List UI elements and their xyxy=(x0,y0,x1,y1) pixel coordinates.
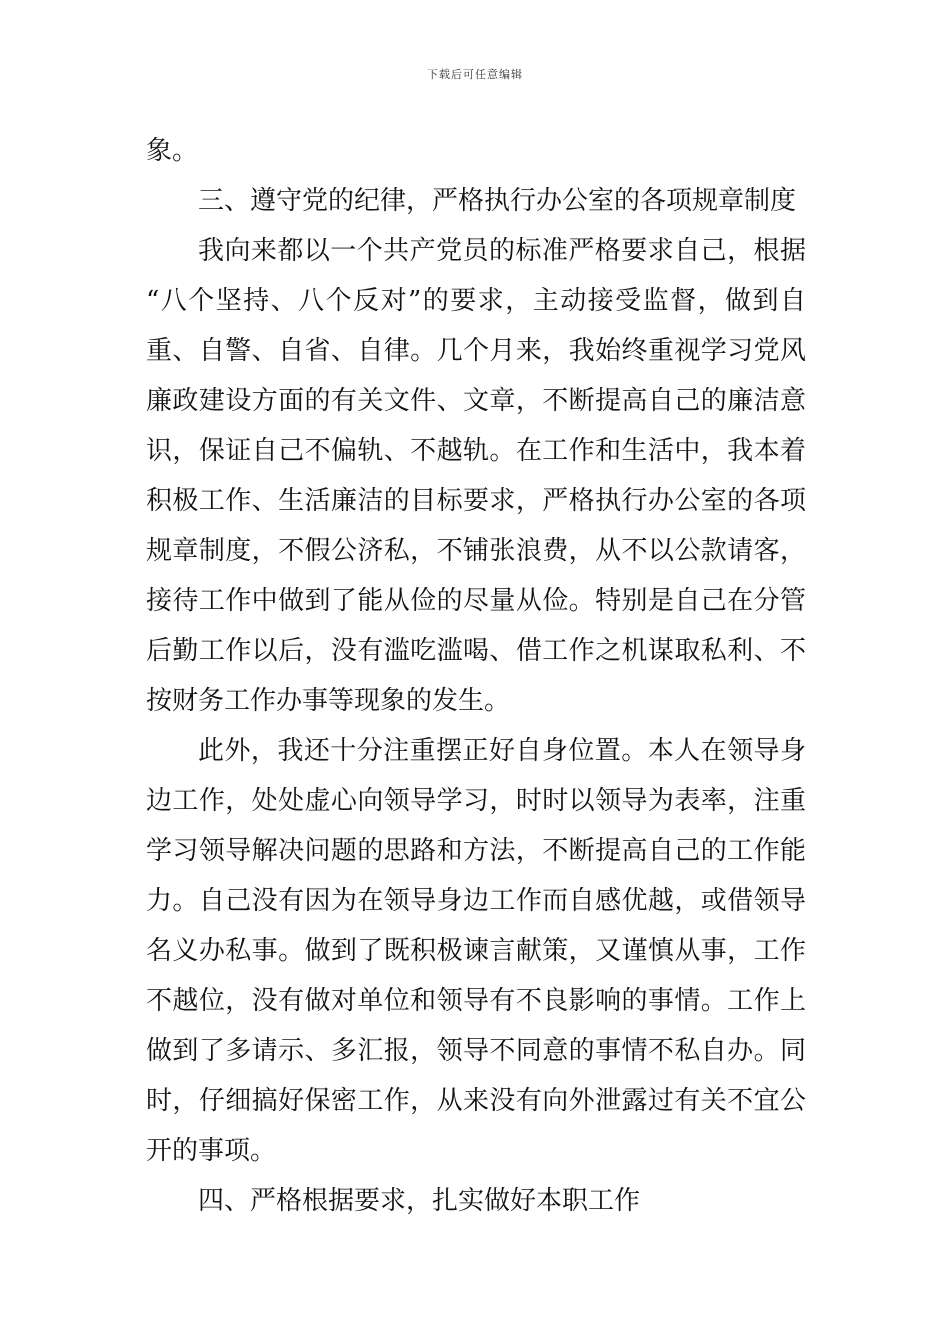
body-line: 学习领导解决问题的思路和方法，不断提高自己的工作能 xyxy=(146,836,806,866)
body-line: 后勤工作以后，没有滥吃滥喝、借工作之机谋取私利、不 xyxy=(146,636,806,666)
body-line: 此外，我还十分注重摆正好自身位置。本人在领导身 xyxy=(198,736,806,766)
body-line: “八个坚持、八个反对”的要求，主动接受监督，做到自 xyxy=(146,286,806,316)
body-line: 识，保证自己不偏轨、不越轨。在工作和生活中，我本着 xyxy=(146,436,806,466)
body-line: 象。 xyxy=(146,136,199,166)
body-line: 名义办私事。做到了既积极谏言献策，又谨慎从事，工作 xyxy=(146,936,806,966)
body-line: 重、自警、自省、自律。几个月来，我始终重视学习党风 xyxy=(146,336,806,366)
body-line: 规章制度，不假公济私，不铺张浪费，从不以公款请客， xyxy=(146,536,806,566)
body-line: 边工作，处处虚心向领导学习，时时以领导为表率，注重 xyxy=(146,786,806,816)
body-line: 时，仔细搞好保密工作，从来没有向外泄露过有关不宜公 xyxy=(146,1086,806,1116)
body-line: 我向来都以一个共产党员的标准严格要求自己，根据 xyxy=(198,236,806,266)
body-line: 不越位，没有做对单位和领导有不良影响的事情。工作上 xyxy=(146,986,806,1016)
body-line: 开的事项。 xyxy=(146,1136,277,1166)
body-line: 廉政建设方面的有关文件、文章，不断提高自己的廉洁意 xyxy=(146,386,806,416)
body-line: 积极工作、生活廉洁的目标要求，严格执行办公室的各项 xyxy=(146,486,806,516)
section-heading-3: 三、遵守党的纪律，严格执行办公室的各项规章制度 xyxy=(198,186,797,216)
section-heading-4: 四、严格根据要求，扎实做好本职工作 xyxy=(198,1186,641,1216)
page-header-note: 下载后可任意编辑 xyxy=(427,68,523,81)
body-line: 接待工作中做到了能从俭的尽量从俭。特别是自己在分管 xyxy=(146,586,806,616)
body-line: 力。自己没有因为在领导身边工作而自感优越，或借领导 xyxy=(146,886,806,916)
body-line: 做到了多请示、多汇报，领导不同意的事情不私自办。同 xyxy=(146,1036,806,1066)
document-body xyxy=(146,126,806,1226)
body-line: 按财务工作办事等现象的发生。 xyxy=(146,686,511,716)
